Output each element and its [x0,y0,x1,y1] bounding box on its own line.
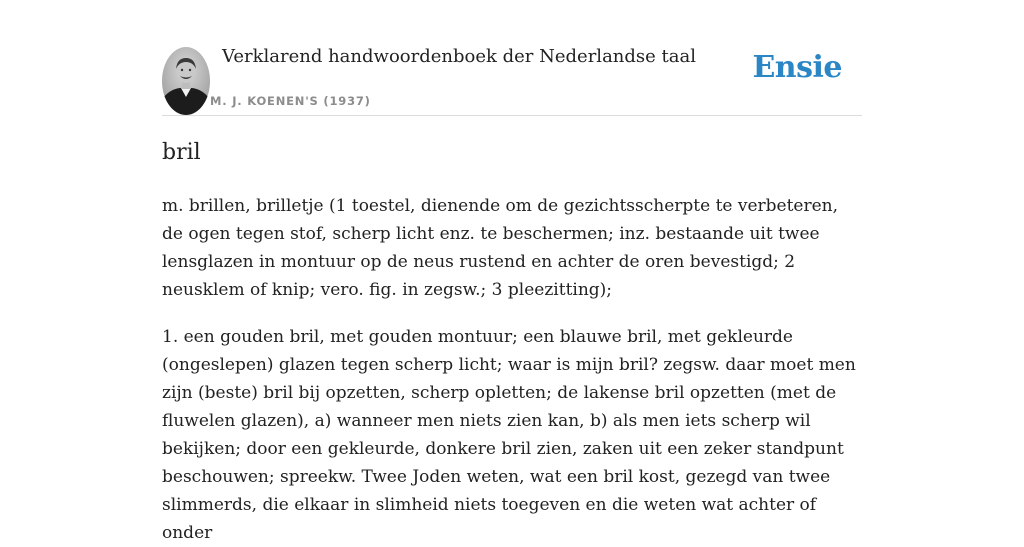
brand-logo-link[interactable]: Ensie [752,50,842,85]
author-portrait-icon [162,47,210,115]
page [162,0,862,543]
book-title: Verklarend handwoordenboek der Nederlandse taal [222,46,696,67]
entry-definition: m. brillen, brilletje (1 toestel, dienende om de gezichtsscherpte te verbeteren, de ogen tegen stof, scherp licht enz. te beschermen; inz. bestaande uit twee lensglazen in montuur op de neus rustend en achter de oren bevestigd; 2 neusklem of knip; vero. fig. in zegsw.; 3 pleezitting); [162,196,839,300]
site-header [162,0,862,116]
book-subtitle: M. J. KOENEN'S (1937) [210,94,371,108]
entry-examples: 1. een gouden bril, met gouden montuur; een blauwe bril, met gekleurde (ongeslepen) glazen tegen scherp licht; waar is mijn bril? zegsw. daar moet men zijn (beste) bril bij opzetten, scherp opletten; de lakense bril opzetten (met de fluwelen glazen), a) wanneer men niets zien kan, b) als men iets scherp wil bekijken; door een gekleurde, donkere bril zien, zaken uit een zeker standpunt beschouwen; spreekw. Twee Joden weten, wat een bril kost, gezegd van twee slimmerds, die elkaar in slimheid niets toegeven en die weten wat achter of onder [162,327,856,543]
entry-headword: bril [162,140,201,165]
